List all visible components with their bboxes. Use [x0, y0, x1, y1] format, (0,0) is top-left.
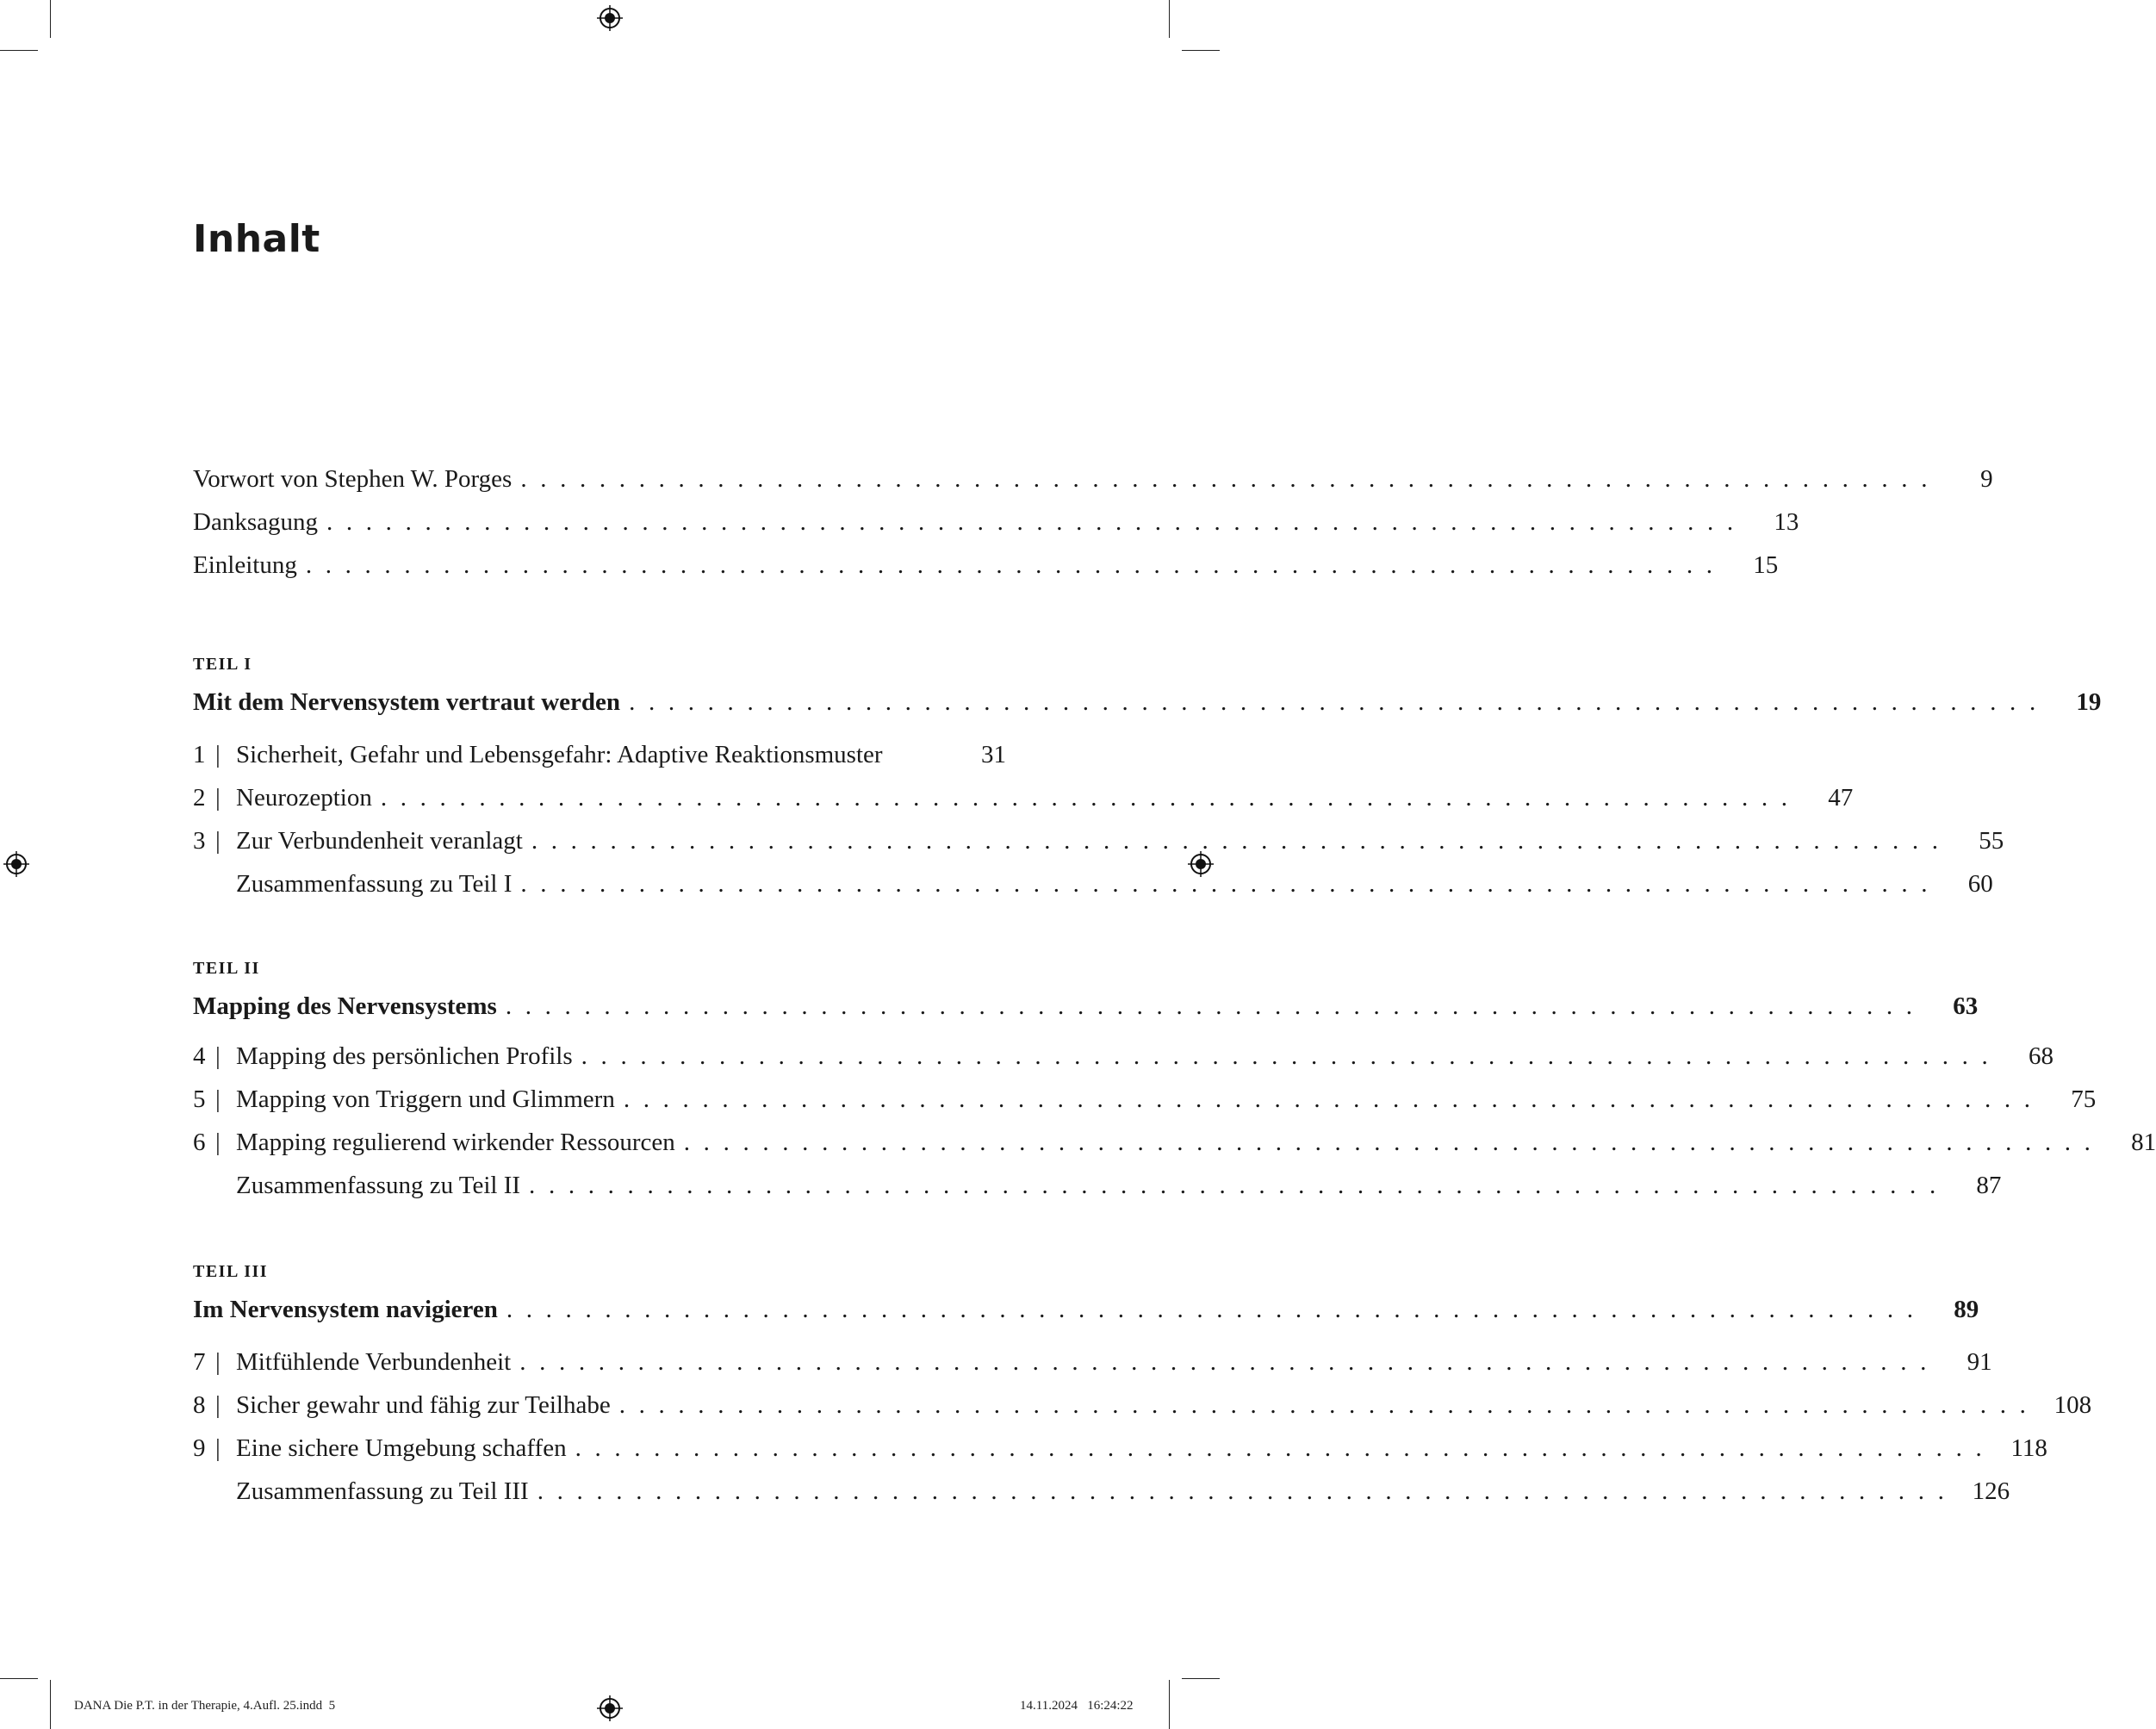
chapter-number: 8: [193, 1391, 206, 1419]
chapter-number: 6: [193, 1129, 206, 1156]
chapter-entry[interactable]: [193, 1388, 2092, 1422]
summary-text: Zusammenfassung zu Teil II: [236, 1172, 521, 1199]
part-label: TEIL II: [193, 959, 260, 978]
dot-leader: . . . . . . . . . . . . . . . . . . . . . . . . . . . . . . . . . . . . . . . . . . . . . . . . . . . . . . . . . . . . . . . . . . . . . . . .: [531, 827, 1942, 855]
dot-leader: . . . . . . . . . . . . . . . . . . . . . . . . . . . . . . . . . . . . . . . . . . . . . . . . . . . . . . . . . . . . . . . . . . . . . . . .: [305, 551, 1717, 579]
crop-mark-top-right-vertical: [1169, 0, 1170, 38]
chapter-separator: |: [215, 1085, 221, 1113]
chapter-separator: |: [215, 1391, 221, 1419]
footer-file: DANA Die P.T. in der Therapie, 4.Aufl. 25.indd: [74, 1699, 323, 1713]
summary-entry[interactable]: [193, 867, 1993, 901]
footer-date: 14.11.2024: [1020, 1699, 1078, 1713]
dot-leader: . . . . . . . . . . . . . . . . . . . . . . . . . . . . . . . . . . . . . . . . . . . . . . . . . . . . . . . . . . . . . . . . . . . . . . . .: [575, 1434, 1985, 1462]
chapter-separator: |: [215, 784, 221, 812]
crop-mark-bottom-right-vertical: [1169, 1680, 1170, 1729]
part-heading-text: Im Nervensystem navigieren: [193, 1296, 498, 1323]
chapter-number: 1: [193, 741, 206, 768]
toc-entry[interactable]: [193, 462, 1993, 496]
toc-page-number: 13: [1774, 508, 1799, 536]
chapter-title: Zur Verbundenheit veranlagt: [236, 827, 523, 855]
toc-page-number: 108: [2053, 1391, 2092, 1419]
dot-leader: . . . . . . . . . . . . . . . . . . . . . . . . . . . . . . . . . . . . . . . . . . . . . . . . . . . . . . . . . . . . . . . . . . . . . . . .: [618, 1391, 2030, 1419]
dot-leader: . . . . . . . . . . . . . . . . . . . . . . . . . . . . . . . . . . . . . . . . . . . . . . . . . . . . . . . . . . . . . . . . . . . . . . . .: [537, 1477, 1948, 1505]
dot-leader: . . . . . . . . . . . . . . . . . . . . . . . . . . . . . . . . . . . . . . . . . . . . . . . . . . . . . . . . . . . . . . . . . . . . . . . .: [506, 1296, 1917, 1323]
dot-leader: . . . . . . . . . . . . . . . . . . . . . . . . . . . . . . . . . . . . . . . . . . . . . . . . . . . . . . . . . . . . . . . . . . . . . . . .: [683, 1129, 2095, 1156]
chapter-title: Mitfühlende Verbundenheit: [236, 1348, 512, 1376]
toc-page-number: 75: [2071, 1085, 2097, 1113]
toc-entry[interactable]: [193, 548, 1779, 582]
dot-leader: . . . . . . . . . . . . . . . . . . . . . . . . . . . . . . . . . . . . . . . . . . . . . . . . . . . . . . . . . . . . . . . . . . . . . . . .: [519, 1348, 1930, 1376]
chapter-title: Mapping des persönlichen Profils: [236, 1042, 573, 1070]
chapter-title: Mapping von Triggern und Glimmern: [236, 1085, 615, 1113]
dot-leader: . . . . . . . . . . . . . . . . . . . . . . . . . . . . . . . . . . . . . . . . . . . . . . . . . . . . . . . . . . . . . . . . . . . . . . . .: [520, 870, 1931, 898]
toc-entry-text: Vorwort von Stephen W. Porges: [193, 465, 513, 493]
crop-mark-top-right-horizontal: [1182, 50, 1220, 51]
crop-mark-bottom-right-horizontal: [1182, 1678, 1220, 1679]
toc-page-number: 60: [1967, 870, 1993, 898]
chapter-title: Neurozeption: [236, 784, 372, 812]
chapter-entry[interactable]: [193, 1039, 2053, 1073]
toc-page-number: 31: [981, 741, 1006, 768]
crop-mark-top-left-horizontal: [0, 50, 38, 51]
dot-leader: . . . . . . . . . . . . . . . . . . . . . . . . . . . . . . . . . . . . . . . . . . . . . . . . . . . . . . . . . . . . . . . . . . . . . . . .: [529, 1172, 1940, 1199]
crop-mark-bottom-left-horizontal: [0, 1678, 38, 1679]
crop-mark-bottom-left-vertical: [50, 1680, 51, 1729]
chapter-title: Sicher gewahr und fähig zur Teilhabe: [236, 1391, 611, 1419]
toc-page-number: 81: [2131, 1129, 2156, 1156]
chapter-entry[interactable]: [193, 1082, 2097, 1116]
toc-page-number: 126: [1972, 1477, 2010, 1505]
chapter-number: 5: [193, 1085, 206, 1113]
toc-page-number: 63: [1953, 992, 1979, 1020]
chapter-separator: |: [215, 1042, 221, 1070]
chapter-number: 4: [193, 1042, 206, 1070]
summary-entry[interactable]: [193, 1168, 2002, 1203]
chapter-title: Sicherheit, Gefahr und Lebensgefahr: Adaptive Reaktionsmuster: [236, 741, 883, 768]
part-heading[interactable]: [193, 989, 1979, 1023]
dot-leader: . . . . . . . . . . . . . . . . . . . . . . . . . . . . . . . . . . . . . . . . . . . . . . . . . . . . . . . . . . . . . . . . . . . . . . . .: [581, 1042, 1991, 1070]
toc-entry-text: Danksagung: [193, 508, 318, 536]
toc-page-number: 15: [1753, 551, 1779, 579]
chapter-number: 9: [193, 1434, 206, 1462]
summary-entry[interactable]: [193, 1474, 2010, 1508]
chapter-number: 2: [193, 784, 206, 812]
footer-timestamp: [1020, 1699, 1134, 1713]
crop-mark-top-left-vertical: [50, 0, 51, 38]
chapter-title: Eine sichere Umgebung schaffen: [236, 1434, 567, 1462]
dot-leader: . . . . . . . . . . . . . . . . . . . . . . . . . . . . . . . . . . . . . . . . . . . . . . . . . . . . . . . . . . . . . . . . . . . . . . . .: [520, 465, 1931, 493]
dot-leader: . . . . . . . . . . . . . . . . . . . . . . . . . . . . . . . . . . . . . . . . . . . . . . . . . . . . . . . . . . . . . . . . . . . . . . . .: [505, 992, 1917, 1020]
dot-leader: . . . . . . . . . . . . . . . . . . . . . . . . . . . . . . . . . . . . . . . . . . . . . . . . . . . . . . . . . . . . . . . . . . . . . . . .: [326, 508, 1737, 536]
chapter-entry[interactable]: [193, 824, 2004, 858]
toc-page-number: 89: [1954, 1296, 1979, 1323]
toc-page-number: 118: [2010, 1434, 2047, 1462]
toc-page-number: 87: [1976, 1172, 2002, 1199]
part-heading[interactable]: [193, 1292, 1979, 1327]
chapter-title: Mapping regulierend wirkender Ressourcen: [236, 1129, 675, 1156]
registration-mark-icon: [597, 1695, 623, 1721]
part-heading[interactable]: [193, 685, 2102, 719]
page-title: Inhalt: [193, 217, 320, 261]
toc-page-number: 47: [1828, 784, 1854, 812]
footer-page: 5: [328, 1699, 336, 1713]
chapter-separator: |: [215, 1348, 221, 1376]
chapter-entry[interactable]: [193, 737, 1006, 772]
chapter-entry[interactable]: [193, 1125, 2156, 1160]
part-label: TEIL I: [193, 655, 252, 674]
toc-entry[interactable]: [193, 505, 1799, 539]
toc-entry-text: Einleitung: [193, 551, 297, 579]
part-label: TEIL III: [193, 1262, 269, 1281]
toc-page-number: 91: [1966, 1348, 1992, 1376]
footer-time: 16:24:22: [1087, 1699, 1134, 1713]
toc-page-number: 68: [2029, 1042, 2053, 1070]
part-heading-text: Mit dem Nervensystem vertraut werden: [193, 688, 621, 716]
chapter-number: 7: [193, 1348, 206, 1376]
toc-page-number: 9: [1980, 465, 1993, 493]
chapter-separator: |: [215, 827, 221, 855]
chapter-entry[interactable]: [193, 1431, 2047, 1465]
toc-page-number: 19: [2076, 688, 2102, 716]
summary-text: Zusammenfassung zu Teil III: [236, 1477, 529, 1505]
chapter-separator: |: [215, 1129, 221, 1156]
toc-page-number: 55: [1979, 827, 2004, 855]
chapter-separator: |: [215, 741, 221, 768]
registration-mark-icon: [597, 5, 623, 31]
part-heading-text: Mapping des Nervensystems: [193, 992, 497, 1020]
chapter-separator: |: [215, 1434, 221, 1462]
footer-file-name: [74, 1699, 335, 1713]
chapter-entry[interactable]: [193, 781, 1854, 815]
registration-mark-icon: [3, 851, 29, 877]
dot-leader: . . . . . . . . . . . . . . . . . . . . . . . . . . . . . . . . . . . . . . . . . . . . . . . . . . . . . . . . . . . . . . . . . . . . . . . .: [623, 1085, 2035, 1113]
dot-leader: . . . . . . . . . . . . . . . . . . . . . . . . . . . . . . . . . . . . . . . . . . . . . . . . . . . . . . . . . . . . . . . . . . . . . . . .: [380, 784, 1792, 812]
chapter-entry[interactable]: [193, 1345, 1992, 1379]
chapter-number: 3: [193, 827, 206, 855]
summary-text: Zusammenfassung zu Teil I: [236, 870, 513, 898]
dot-leader: . . . . . . . . . . . . . . . . . . . . . . . . . . . . . . . . . . . . . . . . . . . . . . . . . . . . . . . . . . . . . . . . . . . . . . . .: [629, 688, 2040, 716]
